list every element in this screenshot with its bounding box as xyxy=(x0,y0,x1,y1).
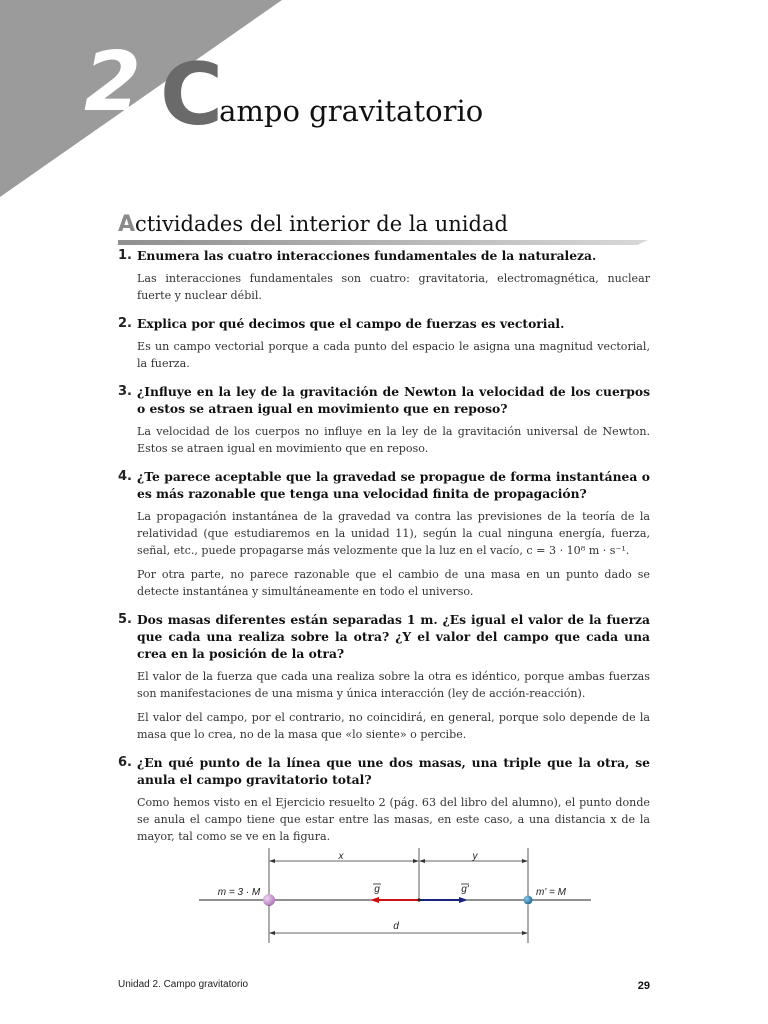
section-heading xyxy=(118,212,650,237)
y-arrow-left xyxy=(419,859,425,863)
activity-number: 4. xyxy=(118,469,132,484)
g-label: g xyxy=(374,884,380,895)
d-arrow-right xyxy=(522,931,528,935)
activity-4 xyxy=(118,468,650,600)
activity-5 xyxy=(118,611,650,743)
activity-question: Dos masas diferentes están separadas 1 m. ¿Es igual el valor de la fuerza que cada una realiza sobre la otra? ¿Y el valor del campo que cada una crea en la posición de la otra? xyxy=(137,612,650,661)
section-title xyxy=(118,212,650,237)
activity-1 xyxy=(118,247,650,304)
x-label: x xyxy=(338,851,344,862)
activity-number: 1. xyxy=(118,248,132,263)
activity-answer: Es un campo vectorial porque a cada punto del espacio le asigna una magnitud vectorial, la fuerza. xyxy=(137,340,650,370)
activity-question: ¿Influye en la ley de la gravitación de Newton la velocidad de los cuerpos o estos se atraen igual en movimiento que en reposo? xyxy=(137,384,650,416)
mass-right-label: m' = M xyxy=(536,887,566,898)
activity-answer: El valor del campo, por el contrario, no coincidirá, en general, porque solo depende de la masa que lo crea, no de la masa que «lo siente» o percibe. xyxy=(137,711,650,741)
section-title-initial: A xyxy=(118,212,136,237)
x-arrow-right xyxy=(413,859,419,863)
d-label: d xyxy=(393,921,399,932)
chapter-title xyxy=(160,45,484,145)
vector-g-arrowhead xyxy=(370,897,379,903)
activity-answer: El valor de la fuerza que cada una realiza sobre la otra es idéntico, porque ambas fuerzas son manifestaciones de una misma y única interacción (ley de acción-reacción). xyxy=(137,670,650,700)
null-field-point xyxy=(417,898,420,901)
mass-right xyxy=(524,896,533,905)
activity-number: 3. xyxy=(118,384,132,399)
activity-question: Explica por qué decimos que el campo de fuerzas es vectorial. xyxy=(137,316,565,331)
chapter-title-text: ampo gravitatorio xyxy=(219,94,484,128)
activity-question: Enumera las cuatro interacciones fundamentales de la naturaleza. xyxy=(137,248,597,263)
activity-2 xyxy=(118,315,650,372)
x-arrow-left xyxy=(269,859,275,863)
activity-answer: Como hemos visto en el Ejercicio resuelto 2 (pág. 63 del libro del alumno), el punto donde se anula el campo tiene que estar entre las masas, en este caso, a una distancia x de la mayor, tal como se ve en la figura. xyxy=(137,796,650,843)
activity-3 xyxy=(118,383,650,457)
y-arrow-right xyxy=(522,859,528,863)
mass-left xyxy=(263,894,275,906)
page-number: 29 xyxy=(637,980,650,992)
section-rule xyxy=(118,240,648,245)
section-title-text: ctividades del interior de la unidad xyxy=(135,212,508,236)
chapter-number: 2 xyxy=(84,35,142,130)
g-prime-label: g' xyxy=(461,884,469,895)
mass-left-label: m = 3 · M xyxy=(217,887,261,898)
activity-number: 6. xyxy=(118,755,132,770)
footer-unit-title: Unidad 2. Campo gravitatorio xyxy=(118,979,249,990)
activity-number: 2. xyxy=(118,316,132,331)
activity-6 xyxy=(118,754,650,845)
activity-answer: Las interacciones fundamentales son cuatro: gravitatoria, electromagnética, nuclear fuerte y nuclear débil. xyxy=(137,272,650,302)
activity-question: ¿En qué punto de la línea que une dos masas, una triple que la otra, se anula el campo gravitatorio total? xyxy=(137,755,650,787)
d-arrow-left xyxy=(269,931,275,935)
vector-g-prime-arrowhead xyxy=(459,897,468,903)
masses-diagram xyxy=(195,845,595,945)
activity-number: 5. xyxy=(118,612,132,627)
activity-answer: La velocidad de los cuerpos no influye en la ley de la gravitación universal de Newton. Estos se atraen igual en movimiento que en reposo. xyxy=(137,425,650,455)
chapter-title-initial: C xyxy=(160,45,224,145)
y-label: y xyxy=(472,851,478,862)
activity-answer: Por otra parte, no parece razonable que el cambio de una masa en un punto dado se detecte instantánea y simultáneamente en todo el universo. xyxy=(137,568,650,598)
activities-list xyxy=(118,247,650,856)
activity-answer: La propagación instantánea de la gravedad va contra las previsiones de la teoría de la relatividad (que estudiaremos en la unidad 11), según la cual ninguna energía, fuerza, señal, etc., puede propagarse más velozmente que la luz en el vacío, c = 3 · 10⁸ m · s⁻¹. xyxy=(137,510,650,557)
masses-figure xyxy=(195,845,595,945)
activity-question: ¿Te parece aceptable que la gravedad se propague de forma instantánea o es más razonable que tenga una velocidad finita de propagación? xyxy=(137,469,650,501)
